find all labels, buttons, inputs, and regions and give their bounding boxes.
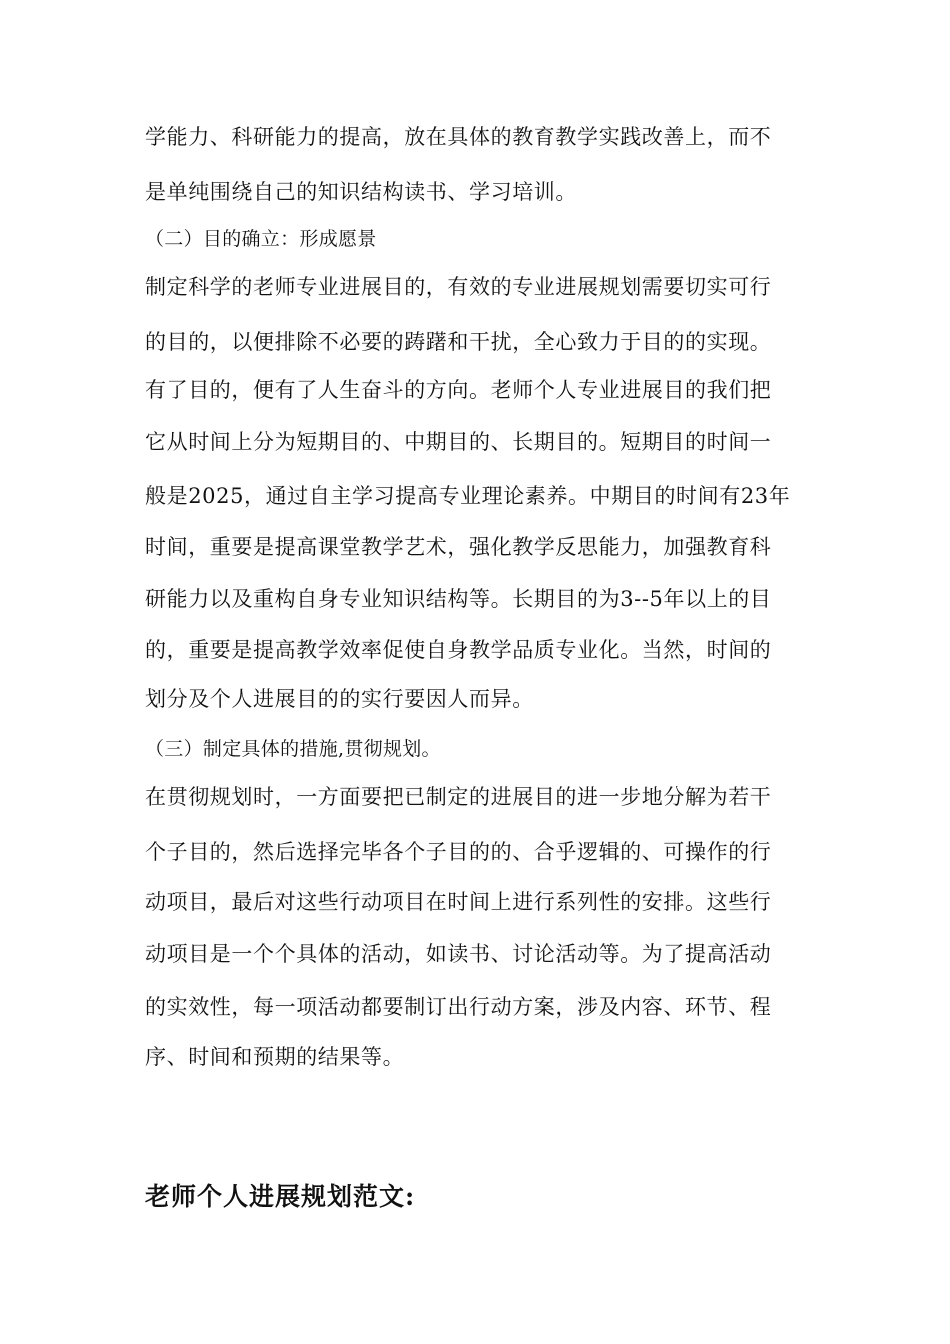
body-text-line: 时间，重要是提高课堂教学艺术，强化教学反思能力，加强教育科: [145, 535, 772, 559]
body-text-line: 在贯彻规划时，一方面要把已制定的进展目的进一步地分解为若干: [145, 785, 772, 809]
body-text-line: 般是2025，通过自主学习提高专业理论素养。中期目的时间有23年: [145, 484, 791, 508]
body-text-line: 的目的，以便排除不必要的踌躇和干扰，全心致力于目的的实现。: [145, 330, 772, 354]
body-text-line: 学能力、科研能力的提高，放在具体的教育教学实践改善上，而不: [145, 125, 772, 149]
body-text-line: 制定科学的老师专业进展目的，有效的专业进展规划需要切实可行: [145, 275, 772, 299]
section-heading: （三）制定具体的措施,贯彻规划。: [145, 738, 441, 760]
body-text-line: 是单纯围绕自己的知识结构读书、学习培训。: [145, 180, 577, 204]
body-text-line: 序、时间和预期的结果等。: [145, 1045, 405, 1069]
body-text-line: 的，重要是提高教学效率促使自身教学品质专业化。当然，时间的: [145, 638, 772, 662]
body-text-line: 动项目，最后对这些行动项目在时间上进行系列性的安排。这些行: [145, 890, 772, 914]
sample-title: 老师个人进展规划范文:: [145, 1182, 416, 1211]
body-text-line: 它从时间上分为短期目的、中期目的、长期目的。短期目的时间一: [145, 430, 772, 454]
body-text-line: 研能力以及重构自身专业知识结构等。长期目的为3--5年以上的目: [145, 587, 772, 611]
body-text-line: 有了目的，便有了人生奋斗的方向。老师个人专业进展目的我们把: [145, 378, 772, 402]
body-text-line: 的实效性，每一项活动都要制订出行动方案，涉及内容、环节、程: [145, 995, 772, 1019]
body-text-line: 个子目的，然后选择完毕各个子目的的、合乎逻辑的、可操作的行: [145, 840, 772, 864]
body-text-line: 动项目是一个个具体的活动，如读书、讨论活动等。为了提高活动: [145, 942, 772, 966]
body-text-line: 划分及个人进展目的的实行要因人而异。: [145, 687, 534, 711]
section-heading: （二）目的确立：形成愿景: [145, 228, 377, 250]
